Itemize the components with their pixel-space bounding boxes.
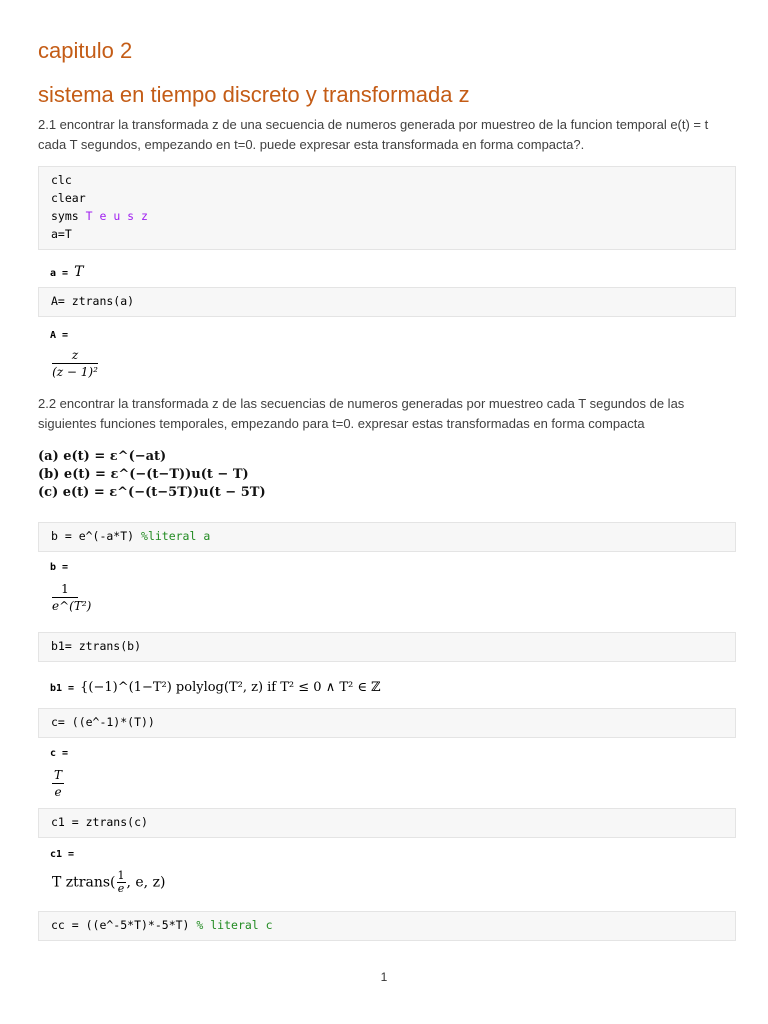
output-b-fraction [52,582,92,613]
output-b1 [50,680,381,695]
code-line: a=T [51,227,72,241]
code-line: clear [51,191,86,205]
equation-a: (a) e(t) = ε^(−at) [38,449,167,464]
fraction-denominator: e [117,882,125,895]
code-line: c1 = ztrans(c) [51,815,148,829]
code-block-5 [38,708,736,738]
code-block-7 [38,911,736,941]
output-c1-expression [52,870,165,895]
section-title: sistema en tiempo discreto y transformada z [38,82,470,107]
fraction-numerator: 1 [117,869,125,882]
fraction-bar [52,783,64,784]
page-number: 1 [380,970,388,984]
code-line: c= ((e^-1)*(T)) [51,715,155,729]
code-block-2 [38,287,736,317]
output-expression: {(−1)^(1−T²) polylog(T², z) if T² ≤ 0 ∧ T² ∈ ℤ [80,680,381,695]
output-c-label: c = [50,748,69,759]
equation-c: (c) e(t) = ε^(−(t−5T))u(t − 5T) [38,485,266,500]
output-c1-label: c1 = [50,849,75,860]
code-block-3 [38,522,736,552]
code-line [51,527,723,545]
code-block-4 [38,632,736,662]
code-line [51,207,723,225]
output-A-label: A = [50,330,69,341]
exercise-2-1-text: 2.1 encontrar la transformada z de una secuencia de numeros generada por muestreo de la funcion temporal e(t) = t cada T segundos, empezando en t=0. puede expresar esta transformada en forma compacta?. [38,117,709,152]
code-keyword: syms [51,209,86,223]
output-a [50,264,83,280]
code-args: T e u s z [85,209,148,223]
code-block-1 [38,166,736,250]
code-line: b1= ztrans(b) [51,639,142,653]
output-A-fraction [52,348,98,379]
fraction-denominator: e [54,785,62,799]
output-b-label: b = [50,562,69,573]
fraction-denominator: (z − 1)² [52,365,98,379]
output-value: T [74,264,84,280]
expr-prefix: T ztrans( [52,874,116,891]
output-c-fraction [52,768,64,799]
fraction-numerator: T [53,768,62,782]
code-text: cc = ((e^-5*T)*-5*T) [51,918,197,932]
fraction-numerator: 1 [61,582,69,596]
fraction-denominator: e^(T²) [52,599,92,613]
equation-b: (b) e(t) = ε^(−(t−T))u(t − T) [38,467,249,482]
fraction-bar [52,363,98,364]
fraction-numerator: z [71,348,79,362]
exercise-2-2-text: 2.2 encontrar la transformada z de las secuencias de numeros generadas por muestreo cada T segundos de las siguientes funciones temporales, empezando para t=0. expresar estas transformadas en forma compacta [38,396,685,431]
code-line: clc [51,173,72,187]
chapter-title: capitulo 2 [38,38,133,63]
code-comment: %literal a [141,529,211,543]
output-label: b1 = [50,683,75,694]
expr-suffix: , e, z) [126,874,166,891]
fraction-bar [52,597,78,598]
output-label: a = [50,268,69,279]
inline-fraction [117,870,126,895]
code-line [51,916,723,934]
code-text: b = e^(-a*T) [51,529,142,543]
code-comment: % literal c [196,918,273,932]
code-block-6 [38,808,736,838]
code-line: A= ztrans(a) [51,294,135,308]
